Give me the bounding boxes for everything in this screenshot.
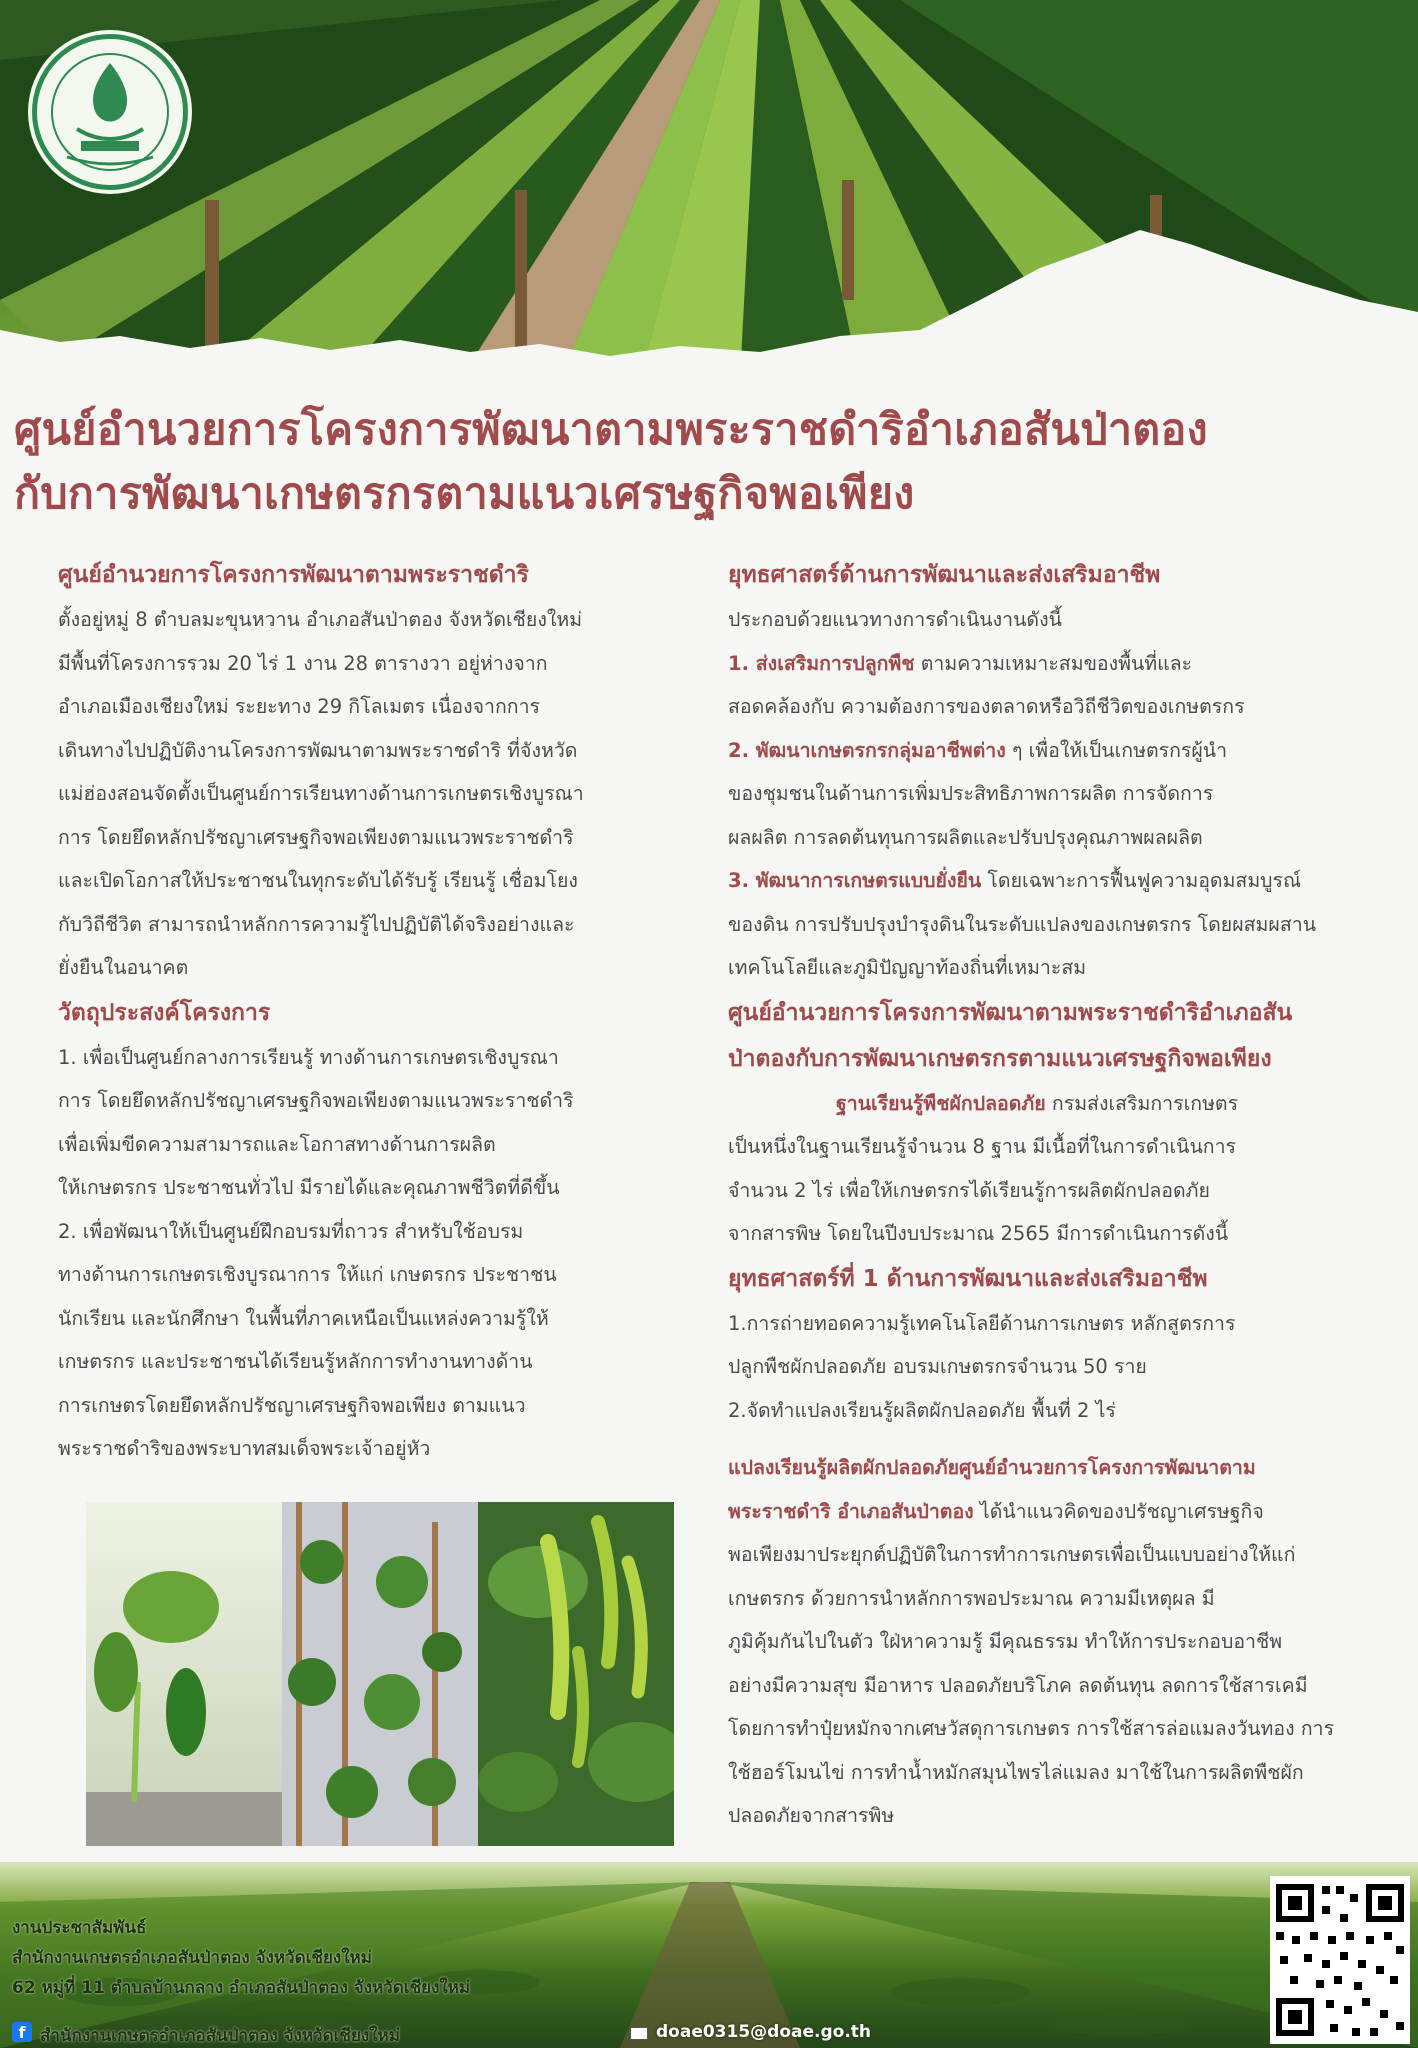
intro-line: เดินทางไปปฏิบัติงานโครงการพัฒนาตามพระราชดำริ ที่จังหวัด [58, 738, 578, 762]
objective-heading: วัตถุประสงค์โครงการ [58, 999, 271, 1026]
strategy-item-3-text: โดยเฉพาะการฟื้นฟูความอุดมสมบูรณ์ [981, 869, 1302, 892]
objective-line: ทางด้านการเกษตรเชิงบูรณาการ ให้แก่ เกษตรกร ประชาชน [58, 1263, 557, 1286]
right-column [728, 552, 1368, 1838]
staked-plants-photo [282, 1502, 478, 1846]
objective-line: เกษตรกร และประชาชนได้เรียนรู้หลักการทำงานทางด้าน [58, 1350, 533, 1373]
learning-station-line: จำนวน 2 ไร่ เพื่อให้เกษตรกรได้เรียนรู้การผลิตผักปลอดภัย [728, 1178, 1210, 1202]
left-column [58, 552, 688, 1471]
title-line-1: ศูนย์อำนวยการโครงการพัฒนาตามพระราชดำริอำเภอสันป่าตอง [14, 405, 1208, 455]
footer-facebook-page[interactable]: สำนักงานเกษตรอำเภอสันป่าตอง จังหวัดเชียงใหม่ [40, 2026, 400, 2046]
objective-line: การ โดยยึดหลักปรัชญาเศรษฐกิจพอเพียงตามแนวพระราชดำริ [58, 1089, 574, 1112]
objective-line: นักเรียน และนักศึกษา ในพื้นที่ภาคเหนือเป็นแหล่งความรู้ให้ [58, 1306, 549, 1330]
strategy-item-1-text: ตามความเหมาะสมของพื้นที่และ [914, 651, 1193, 675]
learning-station-line [728, 1082, 1368, 1126]
objective-line: 2. เพื่อพัฒนาให้เป็นศูนย์ฝึกอบรมที่ถาวร สำหรับใช้อบรม [58, 1219, 524, 1243]
strategy-item-2-line: ผลผลิต การลดต้นทุนการผลิตและปรับปรุงคุณภาพผลผลิต [728, 825, 1203, 849]
intro-line: การ โดยยึดหลักปรัชญาเศรษฐกิจพอเพียงตามแนวพระราชดำริ [58, 825, 574, 849]
strategy-item-3-line: ของดิน การปรับปรุงบำรุงดินในระดับแปลงของเกษตรกร โดยผสมผสาน [728, 912, 1317, 936]
facebook-icon[interactable]: f [12, 2022, 32, 2042]
footer-pr-label: งานประชาสัมพันธ์ [12, 1918, 147, 1938]
strategy-item-1 [728, 642, 1368, 686]
mail-icon [630, 2027, 648, 2040]
learning-station-line: เป็นหนึ่งในฐานเรียนรู้จำนวน 8 ฐาน มีเนื้อที่ในการดำเนินการ [728, 1135, 1237, 1158]
chili-peppers-photo [478, 1502, 674, 1846]
strategy-item-2-line: ของชุมชนในด้านการเพิ่มประสิทธิภาพการผลิต การจัดการ [728, 782, 1214, 805]
intro-line: กับวิถีชีวิต สามารถนำหลักการความรู้ไปปฏิบัติได้จริงอย่างและ [58, 912, 575, 936]
objective-line: การเกษตรโดยยึดหลักปรัชญาเศรษฐกิจพอเพียง ตามแนว [58, 1393, 526, 1417]
strategy-item-2-title: 2. พัฒนาเกษตรกรกลุ่มอาชีพต่าง [728, 738, 1006, 762]
strategy-1-line: 2.จัดทำแปลงเรียนรู้ผลิตผักปลอดภัย พื้นที่ 2 ไร่ [728, 1398, 1116, 1422]
intro-line: และเปิดโอกาสให้ประชาชนในทุกระดับได้รับรู้ เรียนรู้ เชื่อมโยง [58, 869, 578, 892]
plot-text: ได้นำแนวคิดของปรัชญาเศรษฐกิจ [973, 1499, 1264, 1523]
seedling-photo [86, 1502, 282, 1846]
plot-line: พอเพียงมาประยุกต์ปฏิบัติในการทำการเกษตรเพื่อเป็นแบบอย่างให้แก่ [728, 1543, 1296, 1566]
plot-line: ปลอดภัยจากสารพิษ [728, 1804, 895, 1827]
department-logo [32, 34, 188, 190]
plot-line: ใช้ฮอร์โมนไข่ การทำน้ำหมักสมุนไพรไล่แมลง มาใช้ในการผลิตพืชผัก [728, 1760, 1304, 1784]
plot-line: ภูมิคุ้มกันไปในตัว ใฝ่หาความรู้ มีคุณธรรม ทำให้การประกอบอาชีพ [728, 1630, 1283, 1653]
learning-station-line: จากสารพิษ โดยในปีงบประมาณ 2565 มีการดำเนินการดังนี้ [728, 1222, 1229, 1245]
strategy-item-2-text: ๆ เพื่อให้เป็นเกษตรกรผู้นำ [1005, 738, 1228, 762]
objective-line: ให้เกษตรกร ประชาชนทั่วไป มีรายได้และคุณภาพชีวิตที่ดีขึ้น [58, 1176, 560, 1199]
strategy-item-3-line: เทคโนโลยีและภูมิปัญญาท้องถิ่นที่เหมาะสม [728, 956, 1087, 979]
intro-line: ตั้งอยู่หมู่ 8 ตำบลมะขุนหวาน อำเภอสันป่าตอง จังหวัดเชียงใหม่ [58, 608, 583, 631]
center-sufficiency-heading: ศูนย์อำนวยการโครงการพัฒนาตามพระราชดำริอำเภอสัน [728, 999, 1293, 1026]
footer-office-name: สำนักงานเกษตรอำเภอสันป่าตอง จังหวัดเชียงใหม่ [12, 1948, 372, 1968]
plot-line: อย่างมีความสุข มีอาหาร ปลอดภัยบริโภค ลดต้นทุน ลดการใช้สารเคมี [728, 1673, 1308, 1697]
center-heading: ศูนย์อำนวยการโครงการพัฒนาตามพระราชดำริ [58, 562, 529, 588]
vegetable-photo-strip [86, 1502, 674, 1846]
objective-line: เพื่อเพิ่มขีดความสามารถและโอกาสทางด้านการผลิต [58, 1132, 496, 1156]
hero-vineyard-image [0, 0, 1418, 400]
title-line-2: กับการพัฒนาเกษตรกรตามแนวเศรษฐกิจพอเพียง [14, 469, 915, 519]
plot-line: เกษตรกร ด้วยการนำหลักการพอประมาณ ความมีเหตุผล มี [728, 1586, 1215, 1610]
qr-code[interactable] [1270, 1876, 1410, 2044]
strategy-intro: ประกอบด้วยแนวทางการดำเนินงานดังนี้ [728, 608, 1062, 631]
objective-line: พระราชดำริของพระบาทสมเด็จพระเจ้าอยู่หัว [58, 1437, 431, 1460]
page-title [14, 398, 1414, 526]
strategy-item-1-line: สอดคล้องกับ ความต้องการของตลาดหรือวิถีชีวิตของเกษตรกร [728, 695, 1245, 718]
strategy-item-2 [728, 729, 1368, 773]
strategy-heading: ยุทธศาสตร์ด้านการพัฒนาและส่งเสริมอาชีพ [728, 562, 1161, 588]
footer-email[interactable]: doae0315@doae.go.th [656, 2022, 872, 2042]
learning-station-text: กรมส่งเสริมการเกษตร [1045, 1091, 1239, 1115]
plot-heading-cont: พระราชดำริ อำเภอสันป่าตอง [728, 1499, 974, 1523]
intro-line: ยั่งยืนในอนาคต [58, 956, 189, 979]
objective-line: 1. เพื่อเป็นศูนย์กลางการเรียนรู้ ทางด้านการเกษตรเชิงบูรณา [58, 1045, 559, 1069]
strategy-1-line: 1.การถ่ายทอดความรู้เทคโนโลยีด้านการเกษตร หลักสูตรการ [728, 1311, 1236, 1335]
strategy-item-3 [728, 859, 1368, 903]
footer-field-banner [0, 1862, 1418, 2048]
intro-line: มีพื้นที่โครงการรวม 20 ไร่ 1 งาน 28 ตารางวา อยู่ห่างจาก [58, 651, 548, 675]
center-sufficiency-heading: ป่าตองกับการพัฒนาเกษตรกรตามแนวเศรษฐกิจพอเพียง [728, 1045, 1272, 1072]
strategy-item-3-title: 3. พัฒนาการเกษตรแบบยั่งยืน [728, 869, 982, 892]
strategy-1-line: ปลูกพืชผักปลอดภัย อบรมเกษตรกรจำนวน 50 ราย [728, 1355, 1147, 1378]
plot-line: โดยการทำปุ๋ยหมักจากเศษวัสดุการเกษตร การใช้สารล่อแมลงวันทอง การ [728, 1717, 1335, 1740]
section-spacer [728, 1432, 1368, 1446]
intro-line: อำเภอเมืองเชียงใหม่ ระยะทาง 29 กิโลเมตร เนื่องจากการ [58, 695, 541, 718]
learning-station-title: ฐานเรียนรู้พืชผักปลอดภัย [836, 1091, 1046, 1115]
intro-line: แม่ฮ่องสอนจัดตั้งเป็นศูนย์การเรียนทางด้านการเกษตรเชิงบูรณา [58, 782, 584, 805]
footer-address: 62 หมู่ที่ 11 ตำบลบ้านกลาง อำเภอสันป่าตอง จังหวัดเชียงใหม่ [12, 1978, 471, 1998]
plot-line [728, 1490, 1368, 1534]
plot-heading: แปลงเรียนรู้ผลิตผักปลอดภัยศูนย์อำนวยการโครงการพัฒนาตาม [728, 1456, 1256, 1479]
strategy-1-heading: ยุทธศาสตร์ที่ 1 ด้านการพัฒนาและส่งเสริมอาชีพ [728, 1265, 1208, 1292]
strategy-item-1-title: 1. ส่งเสริมการปลูกพืช [728, 651, 915, 675]
vineyard-illustration [0, 0, 1418, 400]
